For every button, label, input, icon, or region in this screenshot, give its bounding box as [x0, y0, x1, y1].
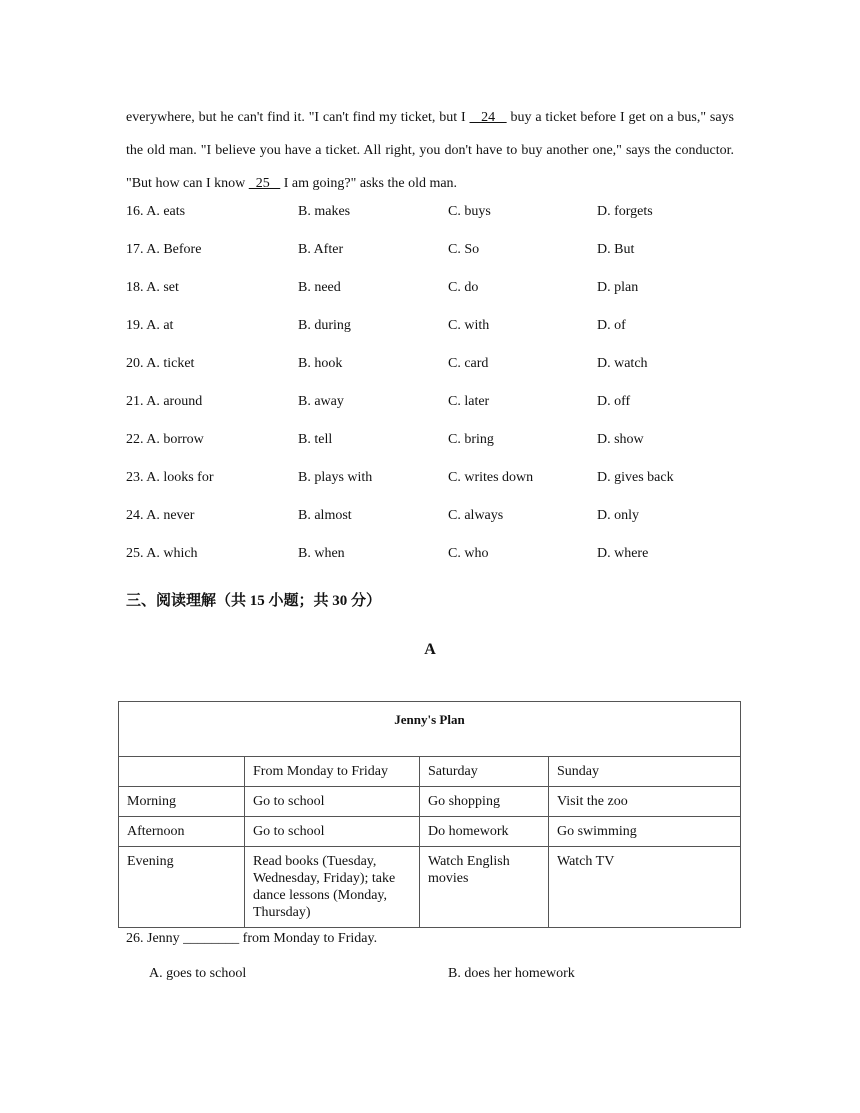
blank-24: 24: [469, 110, 507, 125]
option-d: D. forgets: [597, 204, 653, 219]
section-heading: 三、阅读理解（共 15 小题；共 30 分）: [126, 593, 382, 609]
table-header-cell: From Monday to Friday: [245, 757, 420, 787]
table-header-cell: [119, 757, 245, 787]
option-c: C. always: [448, 508, 504, 523]
option-d: D. only: [597, 508, 639, 523]
table-header-row: [119, 757, 741, 787]
table-cell: Go swimming: [549, 817, 741, 847]
option-c: C. card: [448, 356, 489, 371]
option-d: D. off: [597, 394, 631, 409]
option-row: [126, 470, 746, 508]
table-row: [119, 817, 741, 847]
part-label: A: [424, 641, 436, 658]
option-d: D. watch: [597, 356, 648, 371]
option-d: D. plan: [597, 280, 639, 295]
table-title-row: [119, 702, 741, 757]
option-a: 20. A. ticket: [126, 356, 195, 371]
option-d: D. But: [597, 242, 635, 257]
table-cell: Go to school: [245, 817, 420, 847]
option-row: [126, 242, 746, 280]
option-d: D. gives back: [597, 470, 674, 485]
option-c: C. writes down: [448, 470, 534, 485]
option-c: C. with: [448, 318, 490, 333]
option-c: C. So: [448, 242, 480, 257]
table-cell: Go shopping: [420, 787, 549, 817]
passage-segment-3: I am going?" asks the old man.: [280, 176, 458, 191]
passage-segment-2: buy a ticket before I get on a bus," says the old man. "I believe you have a ticket. All right, you don't have to buy another one," says the conductor. "But how can I know: [126, 110, 735, 191]
option-b: B. almost: [298, 508, 352, 523]
option-row: [126, 356, 746, 394]
table-cell: Morning: [119, 787, 245, 817]
option-b: B. tell: [298, 432, 333, 447]
table-row: [119, 847, 741, 928]
table-title: Jenny's Plan: [119, 702, 741, 757]
option-row: [126, 546, 746, 584]
option-b: B. makes: [298, 204, 351, 219]
table-row: [119, 787, 741, 817]
blank-25: 25: [248, 176, 281, 191]
option-b: B. during: [298, 318, 351, 333]
option-c: C. bring: [448, 432, 494, 447]
question-26-option-b: B. does her homework: [448, 966, 575, 981]
table-cell: Do homework: [420, 817, 549, 847]
option-c: C. buys: [448, 204, 491, 219]
option-row: [126, 318, 746, 356]
option-d: D. of: [597, 318, 626, 333]
question-26-option-a: A. goes to school: [149, 966, 247, 981]
option-c: C. who: [448, 546, 489, 561]
option-c: C. later: [448, 394, 490, 409]
passage-text: [126, 101, 734, 200]
option-row: [126, 280, 746, 318]
table-header-cell: Saturday: [420, 757, 549, 787]
question-26-stem: 26. Jenny ________ from Monday to Friday.: [126, 931, 378, 946]
option-d: D. show: [597, 432, 644, 447]
table-cell: Watch TV: [549, 847, 741, 928]
option-a: 18. A. set: [126, 280, 179, 295]
option-a: 16. A. eats: [126, 204, 186, 219]
table-cell: Read books (Tuesday, Wednesday, Friday); take dance lessons (Monday, Thursday): [245, 847, 420, 928]
option-a: 17. A. Before: [126, 242, 202, 257]
option-a: 25. A. which: [126, 546, 198, 561]
option-b: B. away: [298, 394, 344, 409]
table-cell: Go to school: [245, 787, 420, 817]
option-row: [126, 508, 746, 546]
option-c: C. do: [448, 280, 479, 295]
option-a: 24. A. never: [126, 508, 195, 523]
option-b: B. need: [298, 280, 341, 295]
option-a: 19. A. at: [126, 318, 174, 333]
option-row: [126, 204, 746, 242]
option-a: 22. A. borrow: [126, 432, 204, 447]
table-cell: Evening: [119, 847, 245, 928]
option-b: B. when: [298, 546, 345, 561]
table-cell: Afternoon: [119, 817, 245, 847]
table-header-cell: Sunday: [549, 757, 741, 787]
option-a: 23. A. looks for: [126, 470, 214, 485]
option-b: B. plays with: [298, 470, 373, 485]
options-list: [126, 204, 746, 584]
table-cell: Visit the zoo: [549, 787, 741, 817]
option-row: [126, 432, 746, 470]
option-row: [126, 394, 746, 432]
passage-segment-1: everywhere, but he can't find it. "I can't find my ticket, but I: [126, 110, 470, 125]
table-cell: Watch English movies: [420, 847, 549, 928]
option-b: B. hook: [298, 356, 343, 371]
option-b: B. After: [298, 242, 344, 257]
option-d: D. where: [597, 546, 649, 561]
plan-table: [118, 701, 741, 928]
option-a: 21. A. around: [126, 394, 203, 409]
